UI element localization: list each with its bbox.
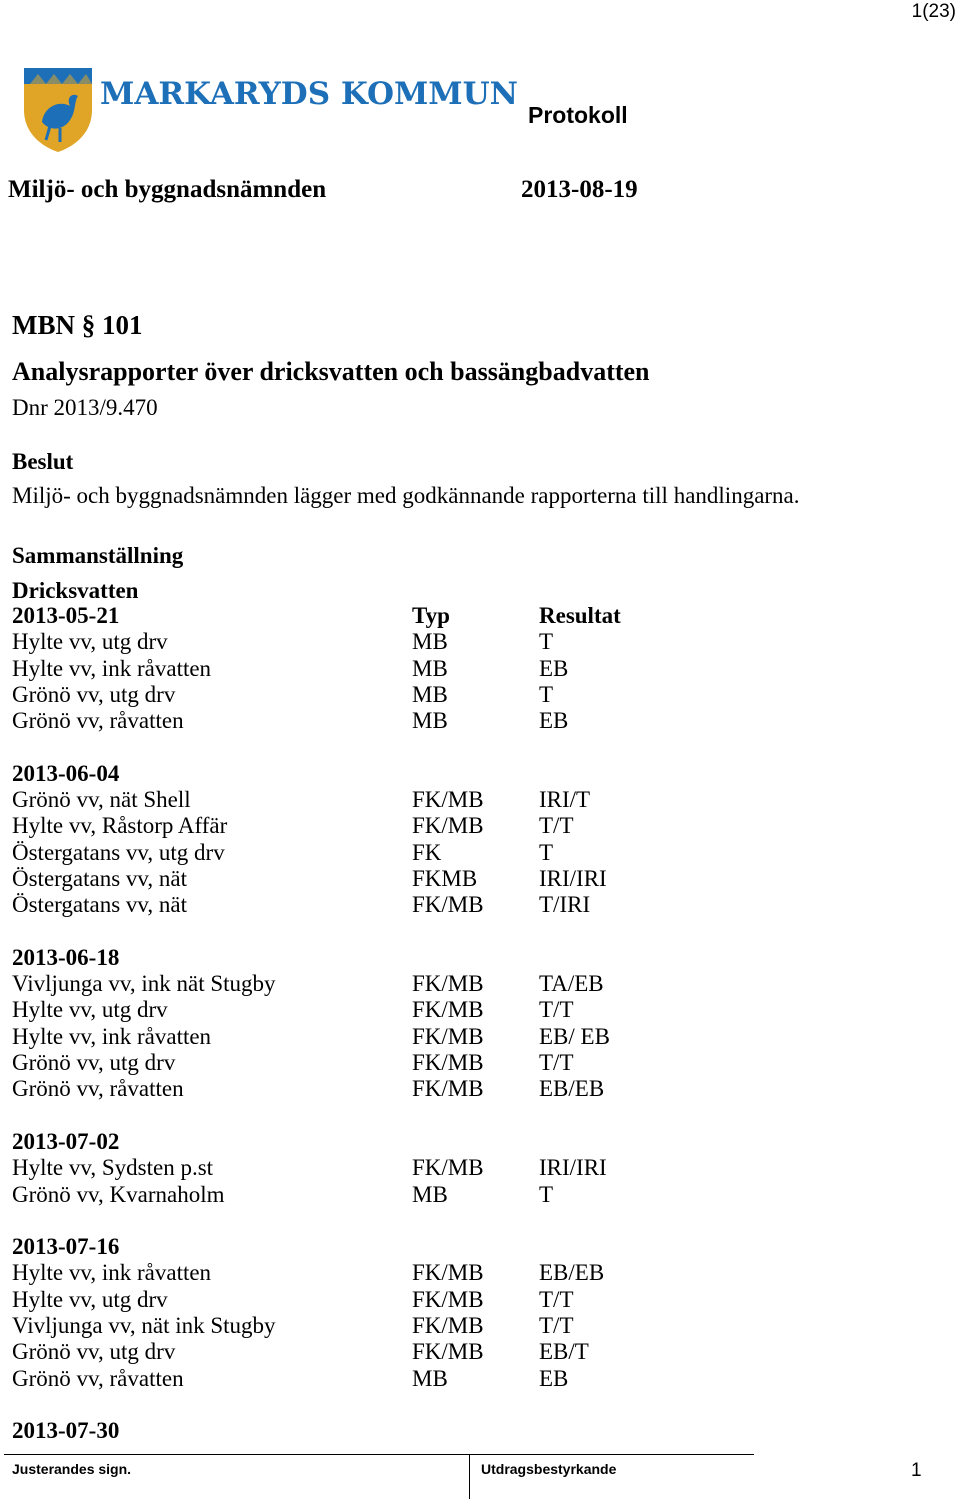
type-cell: FK/MB	[412, 1313, 484, 1339]
location-cell: Grönö vv, råvatten	[12, 1365, 184, 1391]
location-cell: Hylte vv, ink råvatten	[12, 655, 212, 681]
summary-heading: Sammanställning	[12, 543, 184, 568]
type-cell: FK/MB	[412, 1050, 484, 1076]
type-cell: FK/MB	[412, 787, 484, 813]
location-cell: Östergatans vv, nät	[12, 865, 188, 891]
result-cell: EB/EB	[539, 1260, 605, 1286]
result-cell: T	[539, 629, 554, 655]
table-row	[12, 734, 712, 760]
location-cell: 2013-06-04	[12, 760, 120, 786]
item-title: Analysrapporter över dricksvatten och bassängbadvatten	[12, 357, 650, 386]
type-cell: FK/MB	[412, 892, 484, 918]
result-cell: T/T	[539, 1286, 574, 1312]
table-row	[12, 1366, 712, 1392]
municipality-logo	[20, 62, 518, 154]
table-section-header	[12, 761, 712, 787]
table-row	[12, 866, 712, 892]
type-cell: MB	[412, 655, 448, 681]
result-cell: EB/ EB	[539, 1023, 610, 1049]
type-cell: FK/MB	[412, 1155, 484, 1181]
result-cell: T/T	[539, 813, 574, 839]
location-cell: Östergatans vv, utg drv	[12, 839, 225, 865]
result-cell: IRI/IRI	[539, 865, 607, 891]
table-row	[12, 840, 712, 866]
result-cell: EB	[539, 708, 569, 734]
table-row	[12, 1208, 712, 1234]
location-cell: Hylte vv, ink råvatten	[12, 1023, 212, 1049]
result-cell: TA/EB	[539, 971, 604, 997]
table-row	[12, 629, 712, 655]
signature-label: Justerandes sign.	[12, 1461, 132, 1477]
result-cell: IRI/T	[539, 787, 591, 813]
page-count: 1(23)	[911, 1, 956, 22]
type-cell: FK/MB	[412, 1076, 484, 1102]
table-row	[12, 1392, 712, 1418]
location-cell: Hylte vv, Sydsten p.st	[12, 1155, 214, 1181]
location-cell: Hylte vv, utg drv	[12, 629, 168, 655]
table-section-header	[12, 603, 712, 629]
location-cell: 2013-06-18	[12, 944, 120, 970]
result-cell: T/T	[539, 1313, 574, 1339]
location-cell: Vivljunga vv, ink nät Stugby	[12, 971, 276, 997]
results-table	[12, 603, 712, 1445]
table-row	[12, 1260, 712, 1286]
table-row	[12, 787, 712, 813]
type-cell: MB	[412, 681, 448, 707]
location-cell: Grönö vv, råvatten	[12, 708, 184, 734]
location-cell: Hylte vv, utg drv	[12, 1286, 168, 1312]
type-cell: FK/MB	[412, 1023, 484, 1049]
location-cell: Vivljunga vv, nät ink Stugby	[12, 1313, 276, 1339]
result-cell: EB	[539, 655, 569, 681]
certification-label: Utdragsbestyrkande	[481, 1461, 617, 1477]
table-row	[12, 892, 712, 918]
type-cell: FK/MB	[412, 1339, 484, 1365]
location-cell: 2013-07-02	[12, 1128, 120, 1154]
table-row	[12, 997, 712, 1023]
type-cell: FK/MB	[412, 997, 484, 1023]
result-cell: T/T	[539, 997, 574, 1023]
type-cell: FK/MB	[412, 813, 484, 839]
location-cell: Östergatans vv, nät	[12, 892, 188, 918]
committee-name: Miljö- och byggnadsnämnden	[8, 176, 327, 203]
result-cell: T/IRI	[539, 892, 591, 918]
coat-of-arms-icon	[20, 62, 518, 154]
result-cell: T	[539, 1181, 554, 1207]
footer-column-divider	[469, 1455, 470, 1499]
type-cell: FK	[412, 839, 442, 865]
table-section-header	[12, 1418, 712, 1444]
decision-text: Miljö- och byggnadsnämnden lägger med godkännande rapporterna till handlingarna.	[12, 483, 800, 508]
result-cell: EB/T	[539, 1339, 589, 1365]
type-cell: MB	[412, 1365, 448, 1391]
result-cell: T	[539, 839, 554, 865]
table-row	[12, 682, 712, 708]
result-cell: EB/EB	[539, 1076, 605, 1102]
table-row	[12, 1024, 712, 1050]
location-cell: 2013-07-16	[12, 1234, 120, 1260]
location-cell: Hylte vv, utg drv	[12, 997, 168, 1023]
table-row	[12, 1339, 712, 1365]
result-cell: IRI/IRI	[539, 1155, 607, 1181]
type-cell: MB	[412, 708, 448, 734]
table-section-header	[12, 945, 712, 971]
logo-wordmark: MARKARYDS KOMMUN	[100, 76, 518, 112]
meeting-date: 2013-08-19	[521, 176, 638, 203]
table-row	[12, 1103, 712, 1129]
location-cell: Grönö vv, utg drv	[12, 681, 176, 707]
document-type: Protokoll	[528, 102, 628, 128]
result-cell: EB	[539, 1365, 569, 1391]
location-cell: Grönö vv, utg drv	[12, 1339, 176, 1365]
type-cell: MB	[412, 1181, 448, 1207]
drinking-water-heading: Dricksvatten	[12, 578, 139, 603]
table-row	[12, 656, 712, 682]
footer-page-number: 1	[911, 1460, 922, 1481]
table-row	[12, 1076, 712, 1102]
type-cell: FKMB	[412, 865, 478, 891]
footer-divider	[4, 1454, 754, 1455]
table-row	[12, 1313, 712, 1339]
location-cell: Grönö vv, Kvarnaholm	[12, 1181, 225, 1207]
table-row	[12, 1182, 712, 1208]
location-cell: Grönö vv, nät Shell	[12, 787, 191, 813]
type-cell: Typ	[412, 603, 450, 628]
type-cell: MB	[412, 629, 448, 655]
location-cell: Hylte vv, Råstorp Affär	[12, 813, 228, 839]
location-cell: Grönö vv, utg drv	[12, 1050, 176, 1076]
result-cell: T/T	[539, 1050, 574, 1076]
location-cell: Hylte vv, ink råvatten	[12, 1260, 212, 1286]
table-row	[12, 708, 712, 734]
table-section-header	[12, 1129, 712, 1155]
type-cell: FK/MB	[412, 1260, 484, 1286]
table-row	[12, 813, 712, 839]
diary-number: Dnr 2013/9.470	[12, 395, 158, 420]
location-cell: 2013-07-30	[12, 1418, 120, 1444]
table-row	[12, 1050, 712, 1076]
table-row	[12, 1155, 712, 1181]
result-cell: T	[539, 681, 554, 707]
table-row	[12, 919, 712, 945]
location-cell: 2013-05-21	[12, 603, 120, 628]
table-section-header	[12, 1234, 712, 1260]
type-cell: FK/MB	[412, 1286, 484, 1312]
location-cell: Grönö vv, råvatten	[12, 1076, 184, 1102]
table-row	[12, 1287, 712, 1313]
result-cell: Resultat	[539, 603, 621, 628]
item-number: MBN § 101	[12, 310, 143, 340]
decision-heading: Beslut	[12, 449, 74, 474]
type-cell: FK/MB	[412, 971, 484, 997]
table-row	[12, 971, 712, 997]
